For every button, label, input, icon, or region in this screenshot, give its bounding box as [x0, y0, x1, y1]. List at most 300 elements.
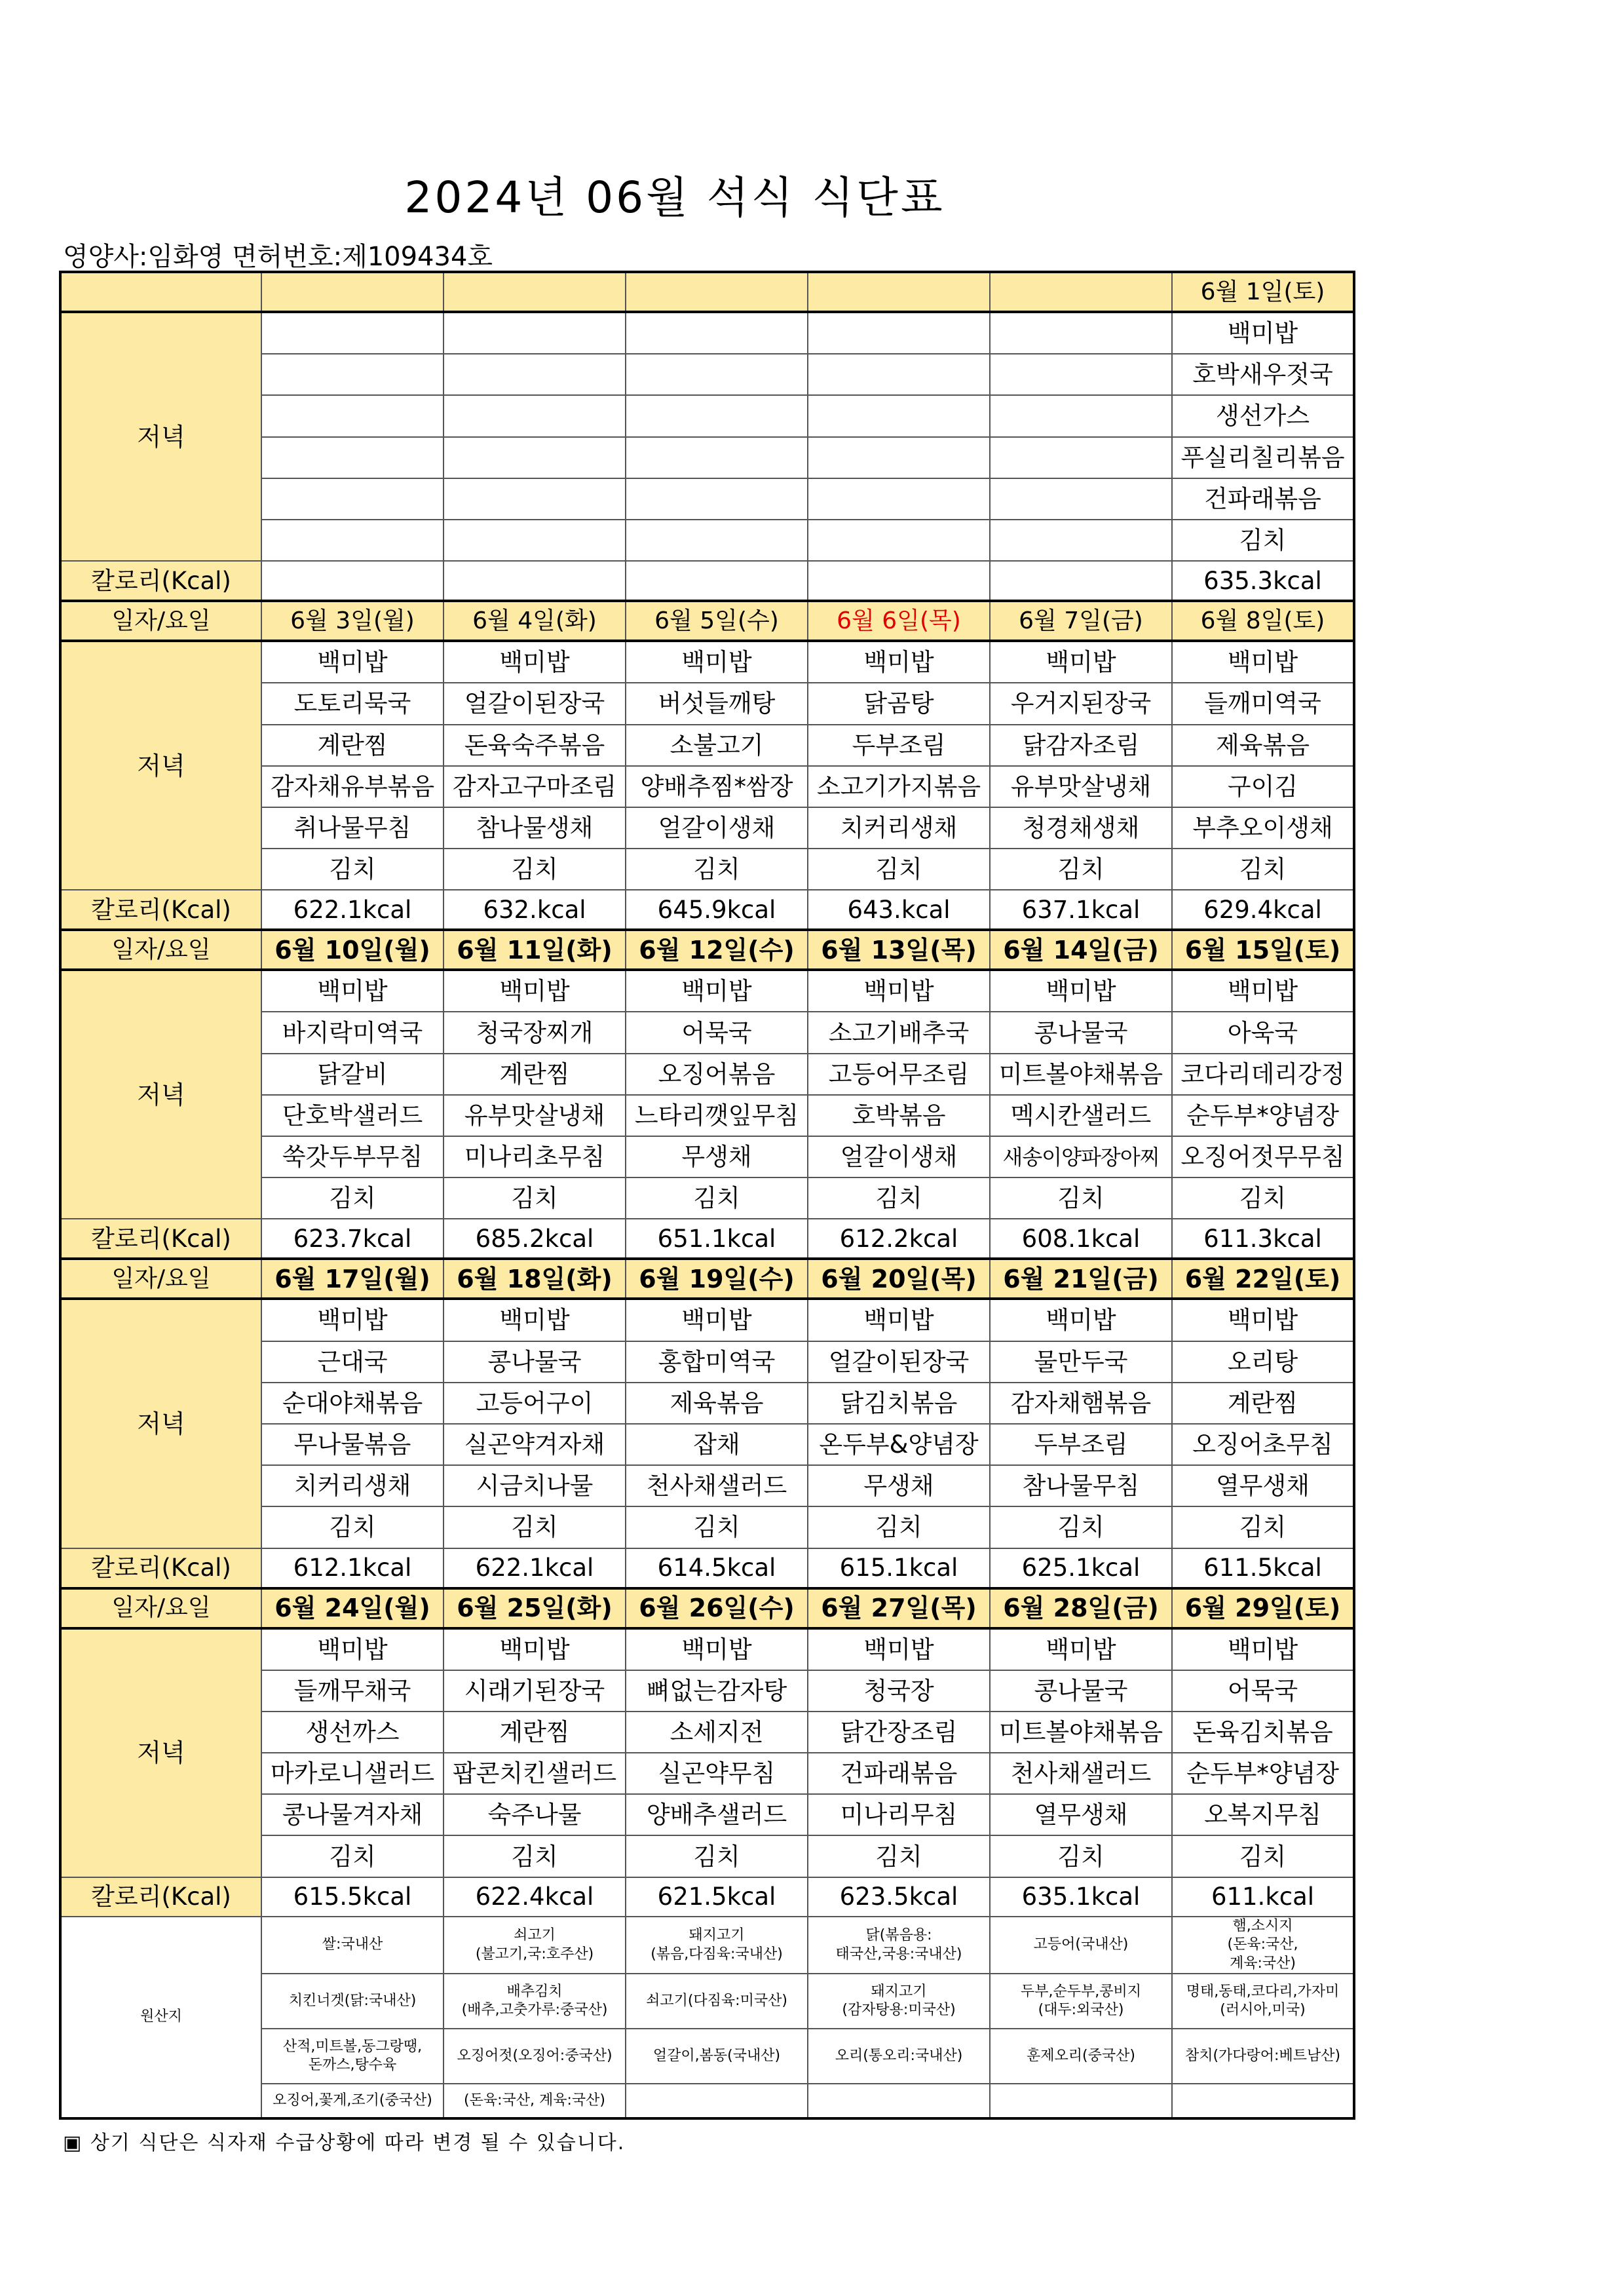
menu-item: 들깨미역국: [1172, 683, 1354, 724]
date-header-label: 일자/요일: [60, 930, 261, 970]
menu-item: 구이김: [1172, 766, 1354, 807]
origin-cell-line: 계육:국산): [1229, 1955, 1296, 1972]
menu-item: 닭간장조림: [808, 1712, 990, 1753]
origin-cell-line: 돈까스,탕수육: [308, 2057, 397, 2074]
menu-item: 김치: [261, 1506, 444, 1548]
menu-item: 백미밥: [444, 1628, 626, 1670]
menu-item: 참나물생채: [444, 807, 626, 849]
menu-item: 백미밥: [1172, 641, 1354, 683]
menu-item: 백미밥: [808, 641, 990, 683]
calorie-value: 643.kcal: [808, 890, 990, 930]
menu-item: 김치: [808, 849, 990, 890]
meal-label: 저녁: [60, 1628, 261, 1877]
origin-cell-line: 얼갈이,봄동(국내산): [652, 2048, 781, 2065]
calorie-value: 635.3kcal: [1172, 561, 1354, 601]
menu-cell-empty: [444, 520, 626, 561]
calorie-cell-empty: [808, 561, 990, 601]
date-header: 6월 27일(목): [808, 1588, 990, 1628]
date-header: 6월 28일(금): [990, 1588, 1172, 1628]
menu-item: 참나물무침: [990, 1465, 1172, 1506]
origin-cell: [444, 2084, 626, 2118]
menu-item: 숙주나물: [444, 1794, 626, 1835]
menu-item: 얼갈이생채: [626, 807, 808, 849]
menu-item: 시래기된장국: [444, 1670, 626, 1712]
menu-item: 물만두국: [990, 1341, 1172, 1383]
menu-item: 건파래볶음: [1172, 478, 1354, 520]
origin-cell: [990, 1917, 1172, 1974]
date-header: 6월 11일(화): [444, 930, 626, 970]
menu-cell-empty: [990, 354, 1172, 395]
date-header-label: [60, 272, 261, 312]
calorie-value: 612.2kcal: [808, 1219, 990, 1259]
menu-cell-empty: [444, 312, 626, 354]
calorie-cell-empty: [444, 561, 626, 601]
menu-item: 근대국: [261, 1341, 444, 1383]
calorie-cell-empty: [626, 561, 808, 601]
menu-item: 닭김치볶음: [808, 1383, 990, 1424]
date-header: 6월 8일(토): [1172, 601, 1354, 641]
menu-item: 잡채: [626, 1424, 808, 1465]
origin-cell: [808, 2084, 990, 2118]
menu-item: 계란찜: [444, 1712, 626, 1753]
menu-item: 무생채: [626, 1136, 808, 1177]
dietitian-info: 영양사:임화영 면허번호:제109434호: [63, 242, 493, 272]
menu-item: 청경채생채: [990, 807, 1172, 849]
menu-item: 백미밥: [990, 970, 1172, 1012]
menu-cell-empty: [444, 478, 626, 520]
menu-cell-empty: [626, 354, 808, 395]
menu-item: 팝콘치킨샐러드: [444, 1753, 626, 1794]
origin-cell-line: (돈육:국산, 계육:국산): [464, 2092, 605, 2109]
menu-item: 생선가스: [1172, 395, 1354, 436]
menu-item: 오징어젓무무침: [1172, 1136, 1354, 1177]
origin-cell-line: 쇠고기: [514, 1926, 556, 1943]
menu-item: 아욱국: [1172, 1012, 1354, 1053]
menu-item: 미나리초무침: [444, 1136, 626, 1177]
menu-item: 바지락미역국: [261, 1012, 444, 1053]
menu-item: 김치: [1172, 849, 1354, 890]
menu-item: 온두부&양념장: [808, 1424, 990, 1465]
menu-item: 미트볼야채볶음: [990, 1054, 1172, 1095]
menu-cell-empty: [808, 478, 990, 520]
page-title: 2024년 06월 석식 식단표: [404, 172, 945, 223]
origin-cell: [990, 2084, 1172, 2118]
menu-item: 무나물볶음: [261, 1424, 444, 1465]
menu-item: 단호박샐러드: [261, 1095, 444, 1136]
calorie-value: 685.2kcal: [444, 1219, 626, 1259]
calorie-value: 622.1kcal: [261, 890, 444, 930]
origin-cell-line: 고등어(국내산): [1033, 1936, 1129, 1953]
menu-item: 김치: [1172, 1835, 1354, 1877]
calorie-label: 칼로리(Kcal): [60, 1877, 261, 1917]
menu-item: 푸실리칠리볶음: [1172, 437, 1354, 478]
menu-item: 생선까스: [261, 1712, 444, 1753]
origin-cell: [626, 2029, 808, 2084]
date-header-empty: [990, 272, 1172, 312]
menu-item: 실곤약겨자채: [444, 1424, 626, 1465]
menu-item: 치커리생채: [808, 807, 990, 849]
menu-item: 김치: [261, 1177, 444, 1219]
date-header: 6월 22일(토): [1172, 1259, 1354, 1299]
date-header-empty: [444, 272, 626, 312]
origin-cell-line: 쇠고기(다짐육:미국산): [646, 1993, 787, 2010]
menu-item: 미나리무침: [808, 1794, 990, 1835]
calorie-value: 635.1kcal: [990, 1877, 1172, 1917]
menu-item: 부추오이생채: [1172, 807, 1354, 849]
date-header: 6월 5일(수): [626, 601, 808, 641]
menu-item: 취나물무침: [261, 807, 444, 849]
menu-item: 백미밥: [1172, 312, 1354, 354]
menu-item: 양배추찜*쌈장: [626, 766, 808, 807]
menu-item: 오징어초무침: [1172, 1424, 1354, 1465]
menu-item: 김치: [990, 1506, 1172, 1548]
menu-cell-empty: [626, 520, 808, 561]
menu-item: 미트볼야채볶음: [990, 1712, 1172, 1753]
origin-cell-line: (불고기,국:호주산): [475, 1945, 594, 1962]
menu-item: 닭곰탕: [808, 683, 990, 724]
menu-item: 버섯들깨탕: [626, 683, 808, 724]
menu-item: 김치: [1172, 1177, 1354, 1219]
menu-item: 김치: [990, 849, 1172, 890]
menu-item: 콩나물국: [444, 1341, 626, 1383]
menu-item: 계란찜: [1172, 1383, 1354, 1424]
menu-item: 소세지전: [626, 1712, 808, 1753]
calorie-value: 651.1kcal: [626, 1219, 808, 1259]
menu-item: 오복지무침: [1172, 1794, 1354, 1835]
menu-table: [59, 271, 1355, 2120]
menu-item: 콩나물겨자채: [261, 1794, 444, 1835]
menu-item: 백미밥: [808, 970, 990, 1012]
menu-cell-empty: [626, 437, 808, 478]
calorie-value: 622.4kcal: [444, 1877, 626, 1917]
origin-cell-line: 오징어젓(오징어:중국산): [457, 2048, 613, 2065]
menu-cell-empty: [444, 354, 626, 395]
date-header-empty: [808, 272, 990, 312]
menu-item: 백미밥: [261, 970, 444, 1012]
menu-item: 쑥갓두부무침: [261, 1136, 444, 1177]
menu-cell-empty: [261, 478, 444, 520]
menu-item: 순두부*양념장: [1172, 1753, 1354, 1794]
calorie-value: 622.1kcal: [444, 1548, 626, 1588]
menu-item: 코다리데리강정: [1172, 1054, 1354, 1095]
menu-item: 얼갈이생채: [808, 1136, 990, 1177]
menu-item: 얼갈이된장국: [444, 683, 626, 724]
meal-label: 저녁: [60, 641, 261, 890]
menu-item: 백미밥: [990, 1628, 1172, 1670]
menu-cell-empty: [444, 437, 626, 478]
menu-item: 소고기배추국: [808, 1012, 990, 1053]
menu-item: 감자고구마조림: [444, 766, 626, 807]
menu-item: 백미밥: [626, 641, 808, 683]
origin-cell: [444, 2029, 626, 2084]
date-header: 6월 3일(월): [261, 601, 444, 641]
date-header-label: 일자/요일: [60, 1588, 261, 1628]
menu-item: 열무생채: [990, 1794, 1172, 1835]
calorie-value: 629.4kcal: [1172, 890, 1354, 930]
menu-item: 청국장찌개: [444, 1012, 626, 1053]
menu-item: 치커리생채: [261, 1465, 444, 1506]
menu-item: 김치: [261, 849, 444, 890]
menu-item: 열무생채: [1172, 1465, 1354, 1506]
menu-item: 콩나물국: [990, 1670, 1172, 1712]
origin-cell-line: (배추,고춧가루:중국산): [461, 2002, 608, 2019]
origin-cell-line: (볶음,다짐육:국내산): [651, 1945, 783, 1962]
calorie-value: 637.1kcal: [990, 890, 1172, 930]
menu-item: 두부조림: [808, 725, 990, 766]
origin-cell: [626, 1917, 808, 1974]
menu-item: 김치: [808, 1506, 990, 1548]
menu-item: 돈육숙주볶음: [444, 725, 626, 766]
origin-cell-line: 훈제오리(중국산): [1027, 2048, 1135, 2065]
origin-cell-line: (대두:외국산): [1038, 2002, 1124, 2019]
menu-item: 고등어무조림: [808, 1054, 990, 1095]
calorie-value: 615.1kcal: [808, 1548, 990, 1588]
origin-cell: [444, 1974, 626, 2029]
menu-cell-empty: [808, 520, 990, 561]
origin-label: 원산지: [60, 1917, 261, 2119]
origin-cell-line: 배추김치: [506, 1983, 563, 2000]
menu-item: 김치: [990, 1177, 1172, 1219]
date-header: 6월 25일(화): [444, 1588, 626, 1628]
origin-cell: [1172, 2084, 1354, 2118]
menu-item: 새송이양파장아찌: [990, 1136, 1172, 1177]
menu-cell-empty: [261, 312, 444, 354]
menu-cell-empty: [990, 437, 1172, 478]
meal-label: 저녁: [60, 1299, 261, 1548]
origin-cell: [990, 2029, 1172, 2084]
date-header: 6월 29일(토): [1172, 1588, 1354, 1628]
menu-item: 시금치나물: [444, 1465, 626, 1506]
calorie-value: 608.1kcal: [990, 1219, 1172, 1259]
calorie-label: 칼로리(Kcal): [60, 561, 261, 601]
menu-item: 백미밥: [808, 1628, 990, 1670]
menu-item: 김치: [626, 1506, 808, 1548]
menu-item: 뼈없는감자탕: [626, 1670, 808, 1712]
calorie-value: 612.1kcal: [261, 1548, 444, 1588]
menu-item: 소불고기: [626, 725, 808, 766]
menu-item: 무생채: [808, 1465, 990, 1506]
menu-item: 백미밥: [261, 1628, 444, 1670]
menu-cell-empty: [444, 395, 626, 436]
menu-cell-empty: [626, 312, 808, 354]
menu-item: 김치: [808, 1177, 990, 1219]
meal-label: 저녁: [60, 312, 261, 561]
date-header: 6월 26일(수): [626, 1588, 808, 1628]
menu-item: 어묵국: [1172, 1670, 1354, 1712]
menu-item: 얼갈이된장국: [808, 1341, 990, 1383]
menu-item: 순대야채볶음: [261, 1383, 444, 1424]
origin-cell-line: 닭(볶음용:: [865, 1926, 932, 1943]
date-header: 6월 17일(월): [261, 1259, 444, 1299]
menu-item: 천사채샐러드: [990, 1753, 1172, 1794]
calorie-value: 614.5kcal: [626, 1548, 808, 1588]
menu-item: 돈육김치볶음: [1172, 1712, 1354, 1753]
menu-item: 김치: [626, 1835, 808, 1877]
date-header: 6월 19일(수): [626, 1259, 808, 1299]
menu-item: 백미밥: [1172, 1628, 1354, 1670]
date-header: 6월 24일(월): [261, 1588, 444, 1628]
menu-item: 감자채햄볶음: [990, 1383, 1172, 1424]
menu-item: 오징어볶음: [626, 1054, 808, 1095]
menu-item: 어묵국: [626, 1012, 808, 1053]
calorie-value: 625.1kcal: [990, 1548, 1172, 1588]
date-header: 6월 12일(수): [626, 930, 808, 970]
menu-cell-empty: [990, 520, 1172, 561]
origin-cell-line: 태국산,국용:국내산): [835, 1945, 962, 1962]
menu-item: 김치: [626, 1177, 808, 1219]
menu-item: 김치: [261, 1835, 444, 1877]
origin-cell-line: 돼지고기: [689, 1926, 745, 1943]
origin-cell: [261, 1974, 444, 2029]
menu-item: 김치: [444, 1177, 626, 1219]
date-header: 6월 18일(화): [444, 1259, 626, 1299]
origin-cell-line: 돼지고기: [871, 1983, 927, 2000]
menu-item: 백미밥: [444, 641, 626, 683]
origin-cell: [626, 2084, 808, 2118]
calorie-cell-empty: [261, 561, 444, 601]
calorie-label: 칼로리(Kcal): [60, 890, 261, 930]
menu-item: 김치: [1172, 1506, 1354, 1548]
menu-item: 백미밥: [444, 970, 626, 1012]
menu-item: 순두부*양념장: [1172, 1095, 1354, 1136]
menu-item: 유부맛살냉채: [444, 1095, 626, 1136]
calorie-label: 칼로리(Kcal): [60, 1219, 261, 1259]
menu-item: 닭감자조림: [990, 725, 1172, 766]
menu-item: 백미밥: [990, 1299, 1172, 1341]
menu-item: 김치: [990, 1835, 1172, 1877]
origin-cell: [808, 1974, 990, 2029]
origin-cell: [990, 1974, 1172, 2029]
menu-item: 백미밥: [626, 970, 808, 1012]
menu-cell-empty: [808, 354, 990, 395]
menu-item: 제육볶음: [626, 1383, 808, 1424]
origin-cell-line: (러시아,미국): [1220, 2002, 1306, 2019]
origin-cell: [261, 1917, 444, 1974]
menu-item: 김치: [444, 1835, 626, 1877]
menu-cell-empty: [626, 395, 808, 436]
date-header: 6월 14일(금): [990, 930, 1172, 970]
menu-item: 마카로니샐러드: [261, 1753, 444, 1794]
calorie-value: 615.5kcal: [261, 1877, 444, 1917]
menu-item: 호박볶음: [808, 1095, 990, 1136]
date-header: 6월 7일(금): [990, 601, 1172, 641]
date-header-empty: [261, 272, 444, 312]
origin-cell-line: 두부,순두부,콩비지: [1020, 1983, 1141, 2000]
calorie-value: 623.7kcal: [261, 1219, 444, 1259]
calorie-value: 623.5kcal: [808, 1877, 990, 1917]
menu-item: 소고기가지볶음: [808, 766, 990, 807]
menu-cell-empty: [808, 312, 990, 354]
menu-cell-empty: [261, 395, 444, 436]
menu-item: 감자채유부볶음: [261, 766, 444, 807]
menu-item: 김치: [626, 849, 808, 890]
origin-cell-line: 쌀:국내산: [322, 1936, 383, 1953]
menu-item: 건파래볶음: [808, 1753, 990, 1794]
origin-cell-line: 오징어,꽃게,조기(중국산): [273, 2092, 432, 2109]
date-header-empty: [626, 272, 808, 312]
date-header: 6월 20일(목): [808, 1259, 990, 1299]
date-header: 6월 15일(토): [1172, 930, 1354, 970]
origin-cell: [808, 1917, 990, 1974]
menu-item: 우거지된장국: [990, 683, 1172, 724]
menu-item: 느타리깻잎무침: [626, 1095, 808, 1136]
menu-item: 유부맛살냉채: [990, 766, 1172, 807]
calorie-cell-empty: [990, 561, 1172, 601]
menu-cell-empty: [990, 312, 1172, 354]
menu-item: 백미밥: [1172, 1299, 1354, 1341]
menu-cell-empty: [808, 395, 990, 436]
menu-item: 백미밥: [626, 1628, 808, 1670]
origin-cell: [808, 2029, 990, 2084]
menu-item: 홍합미역국: [626, 1341, 808, 1383]
origin-cell: [261, 2084, 444, 2118]
menu-item: 계란찜: [444, 1054, 626, 1095]
menu-item: 김치: [444, 849, 626, 890]
menu-item: 멕시칸샐러드: [990, 1095, 1172, 1136]
origin-cell-line: 오리(통오리:국내산): [835, 2048, 963, 2065]
menu-item: 김치: [1172, 520, 1354, 561]
calorie-value: 621.5kcal: [626, 1877, 808, 1917]
menu-item: 김치: [808, 1835, 990, 1877]
origin-cell-line: 명태,동태,코다리,가자미: [1186, 1983, 1340, 2000]
origin-cell: [626, 1974, 808, 2029]
menu-item: 오리탕: [1172, 1341, 1354, 1383]
date-header: 6월 4일(화): [444, 601, 626, 641]
calorie-value: 632.kcal: [444, 890, 626, 930]
origin-cell: [261, 2029, 444, 2084]
date-header: 6월 10일(월): [261, 930, 444, 970]
origin-cell: [1172, 1917, 1354, 1974]
origin-cell: [1172, 2029, 1354, 2084]
menu-item: 청국장: [808, 1670, 990, 1712]
menu-item: 백미밥: [261, 641, 444, 683]
meal-label: 저녁: [60, 970, 261, 1219]
menu-item: 백미밥: [261, 1299, 444, 1341]
menu-item: 양배추샐러드: [626, 1794, 808, 1835]
menu-item: 백미밥: [1172, 970, 1354, 1012]
calorie-value: 611.3kcal: [1172, 1219, 1354, 1259]
calorie-value: 611.kcal: [1172, 1877, 1354, 1917]
menu-item: 백미밥: [990, 641, 1172, 683]
date-header: 6월 1일(토): [1172, 272, 1354, 312]
origin-cell-line: (돈육:국산,: [1227, 1936, 1298, 1953]
menu-item: 계란찜: [261, 725, 444, 766]
menu-cell-empty: [808, 437, 990, 478]
menu-item: 김치: [444, 1506, 626, 1548]
origin-cell-line: 치킨너겟(닭:국내산): [288, 1993, 417, 2010]
origin-cell-line: (감자탕용:미국산): [842, 2002, 956, 2019]
menu-item: 백미밥: [808, 1299, 990, 1341]
date-header-label: 일자/요일: [60, 1259, 261, 1299]
menu-item: 제육볶음: [1172, 725, 1354, 766]
date-header: 6월 21일(금): [990, 1259, 1172, 1299]
menu-cell-empty: [261, 437, 444, 478]
origin-cell-line: 참치(가다랑어:베트남산): [1184, 2048, 1341, 2065]
origin-cell: [444, 1917, 626, 1974]
menu-item: 도토리묵국: [261, 683, 444, 724]
menu-item: 두부조림: [990, 1424, 1172, 1465]
menu-cell-empty: [626, 478, 808, 520]
menu-item: 콩나물국: [990, 1012, 1172, 1053]
menu-item: 백미밥: [444, 1299, 626, 1341]
menu-cell-empty: [261, 520, 444, 561]
date-header-label: 일자/요일: [60, 601, 261, 641]
menu-item: 실곤약무침: [626, 1753, 808, 1794]
menu-item: 호박새우젓국: [1172, 354, 1354, 395]
menu-item: 천사채샐러드: [626, 1465, 808, 1506]
calorie-value: 611.5kcal: [1172, 1548, 1354, 1588]
menu-cell-empty: [990, 395, 1172, 436]
